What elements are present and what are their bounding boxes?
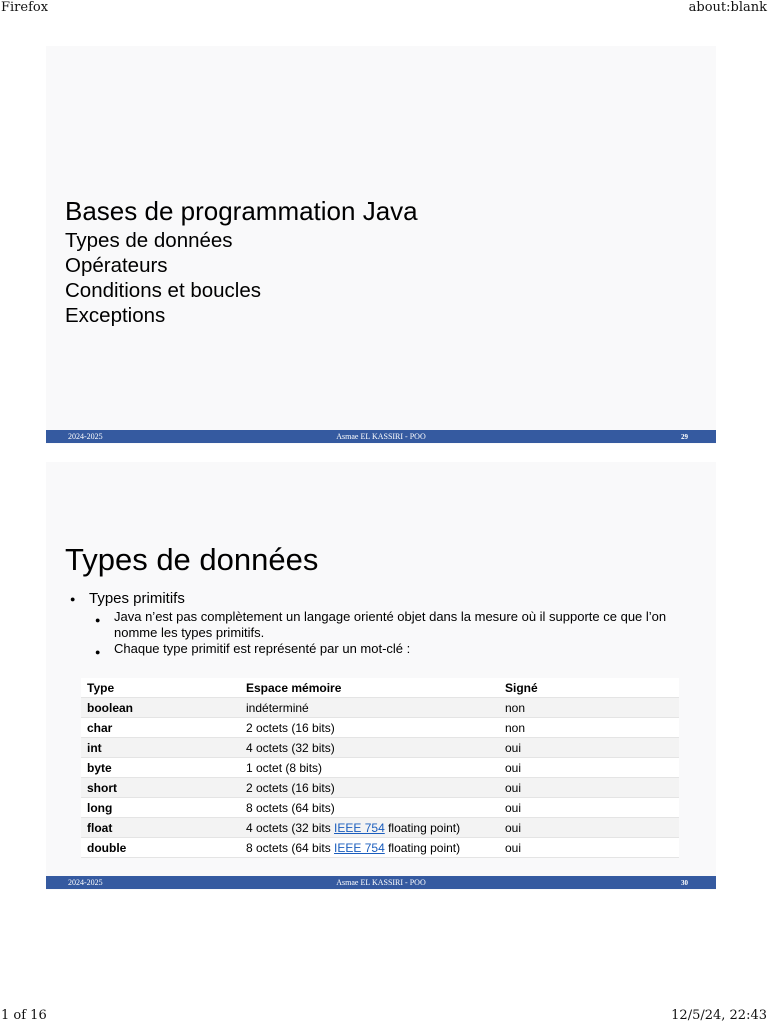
table-row [81,778,679,798]
memory-text-pre: 8 octets (64 bits [246,840,335,855]
slide-30 [46,462,716,890]
table-row [81,838,679,858]
memory-text-post: floating point) [384,840,461,855]
slide-footer-band [46,876,716,889]
browser-name: Firefox [1,0,49,15]
footer-date: 2024-2025 [68,432,103,441]
memory-text-post: floating point) [384,820,461,835]
cell-memory [240,818,499,838]
footer-author: Asmae EL KASSIRI - POO [336,878,426,887]
slide-29 [46,46,716,444]
bullet-dot-icon: ● [95,615,101,625]
cell-signed: non [499,698,679,718]
memory-text-pre: 4 octets (32 bits [246,820,335,835]
cell-memory: 8 octets (64 bits) [240,798,499,818]
print-page-counter: 1 of 16 [1,1008,47,1023]
table-header-row [81,678,679,698]
cell-memory: 1 octet (8 bits) [240,758,499,778]
bullet-text: Chaque type primitif est représenté par un mot-clé : [114,641,411,656]
slide-footer-band [46,430,716,443]
column-header-signed: Signé [499,678,679,698]
cell-type: long [81,798,240,818]
cell-signed: oui [499,778,679,798]
primitive-types-table [81,678,679,858]
footer-date: 2024-2025 [68,878,103,887]
cell-signed: oui [499,738,679,758]
slide-title: Types de données [65,542,319,577]
cell-signed: non [499,718,679,738]
cell-type: float [81,818,240,838]
footer-page-number: 30 [681,879,688,887]
cell-type: int [81,738,240,758]
table-row [81,698,679,718]
ieee754-link[interactable]: IEEE 754 [334,820,385,835]
cell-type: short [81,778,240,798]
cell-type: boolean [81,698,240,718]
ieee754-link[interactable]: IEEE 754 [334,840,385,855]
topic-item: Opérateurs [65,254,168,277]
cell-memory: indéterminé [240,698,499,718]
cell-type: double [81,838,240,858]
table-row [81,798,679,818]
table-row [81,758,679,778]
cell-memory: 2 octets (16 bits) [240,718,499,738]
cell-signed: oui [499,838,679,858]
slide-title: Bases de programmation Java [65,196,418,226]
bullet-text: Types primitifs [89,590,185,607]
cell-signed: oui [499,818,679,838]
cell-memory: 2 octets (16 bits) [240,778,499,798]
footer-author: Asmae EL KASSIRI - POO [336,432,426,441]
table-row [81,718,679,738]
print-datetime: 12/5/24, 22:43 [671,1008,767,1023]
cell-type: char [81,718,240,738]
table-row [81,738,679,758]
page-url: about:blank [688,0,767,15]
column-header-type: Type [81,678,240,698]
table-row [81,818,679,838]
column-header-memory: Espace mémoire [240,678,499,698]
cell-signed: oui [499,758,679,778]
bullet-dot-icon: ● [70,594,76,604]
topic-item: Conditions et boucles [65,279,262,302]
topic-item: Exceptions [65,304,166,327]
cell-signed: oui [499,798,679,818]
cell-memory [240,838,499,858]
topic-list [65,228,261,328]
bullet-dot-icon: ● [95,647,101,657]
cell-memory: 4 octets (32 bits) [240,738,499,758]
bullet-text: Java n’est pas complètement un langage orienté objet dans la mesure où il supporte ce que l’on nomme les types primitifs. [114,609,667,640]
footer-page-number: 29 [681,433,688,441]
cell-type: byte [81,758,240,778]
topic-item: Types de données [65,229,233,252]
